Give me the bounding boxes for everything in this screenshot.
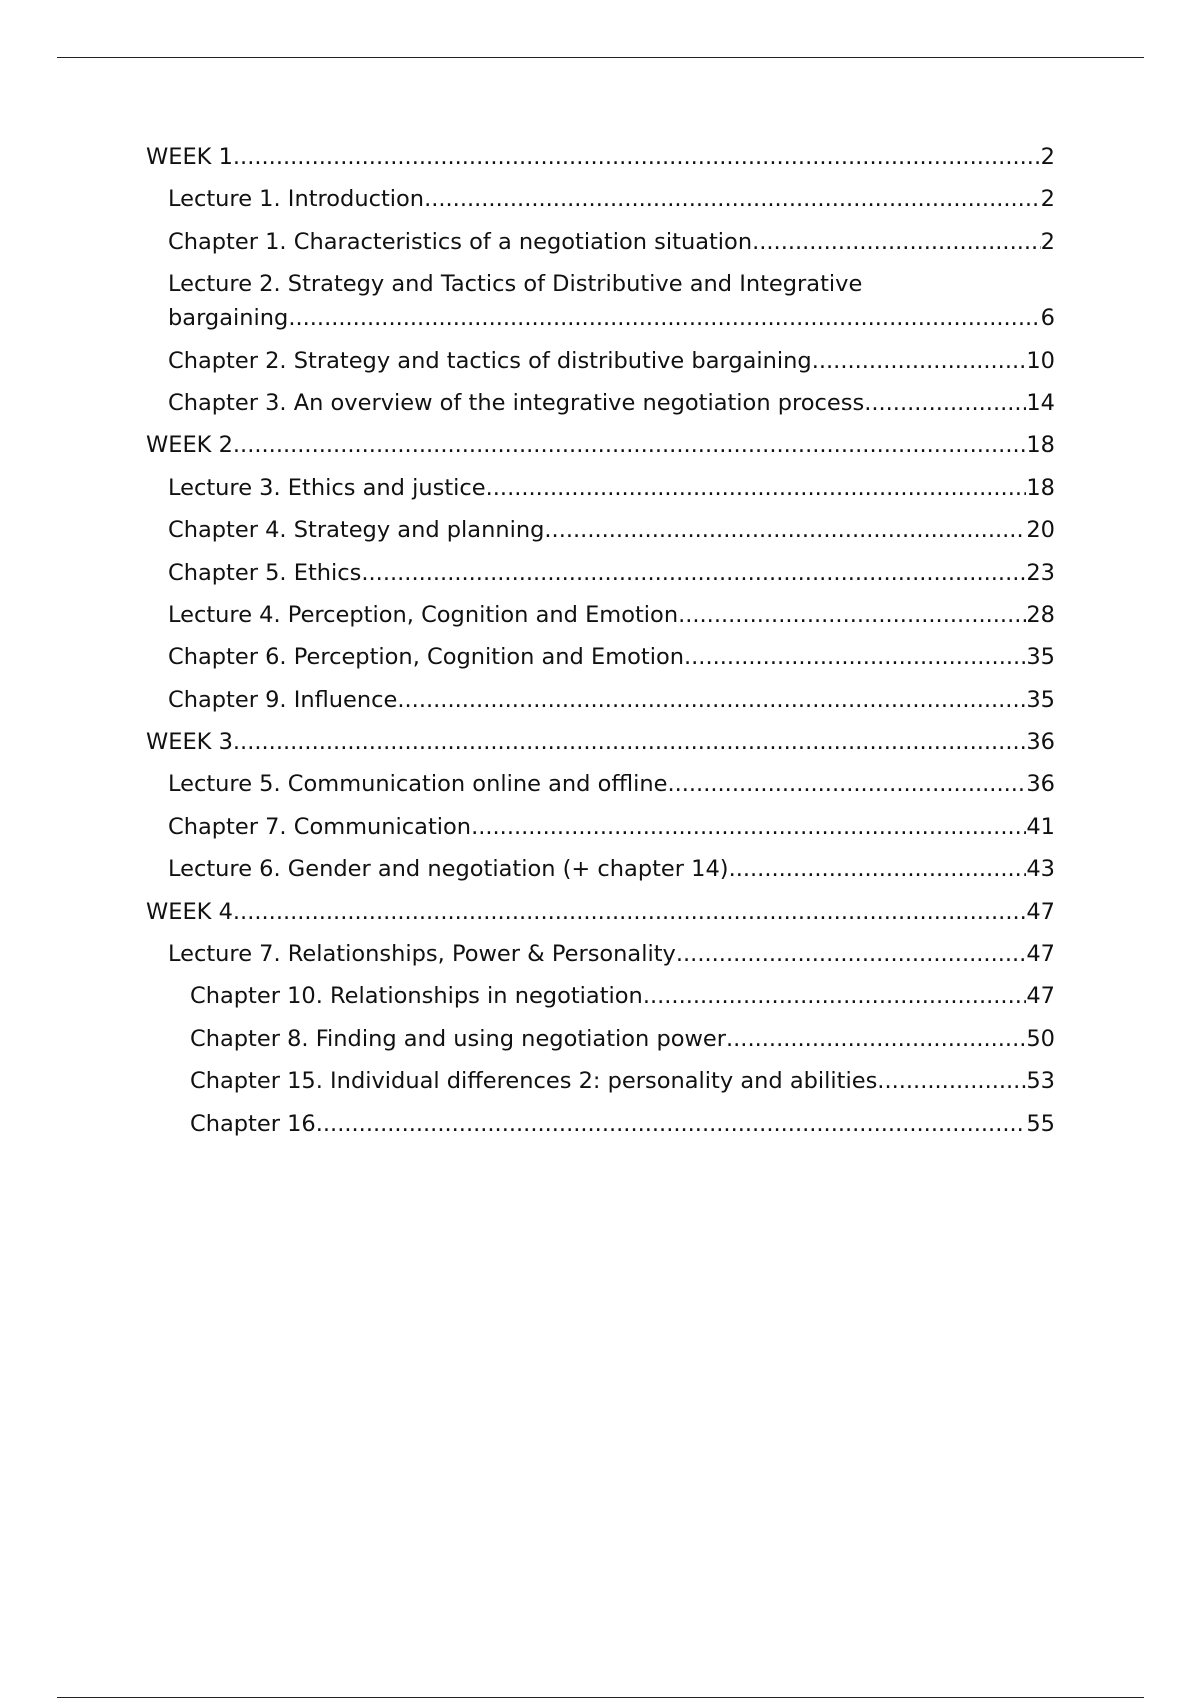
toc-entry-label: Chapter 6. Perception, Cognition and Emotion xyxy=(168,644,684,671)
dot-leader xyxy=(471,813,1026,841)
toc-entry-chapter-4[interactable] xyxy=(146,516,1055,544)
toc-entry-chapter-3[interactable] xyxy=(146,389,1055,417)
toc-entry-lecture-6[interactable] xyxy=(146,855,1055,883)
toc-entry-label: Chapter 15. Individual differences 2: personality and abilities xyxy=(190,1068,878,1095)
toc-entry-page: 10 xyxy=(1026,347,1055,374)
toc-entry-label: Chapter 1. Characteristics of a negotiation situation xyxy=(168,228,753,255)
toc-entry-page: 36 xyxy=(1026,729,1055,756)
toc-entry-label: WEEK 3 xyxy=(146,729,233,756)
toc-entry-page: 36 xyxy=(1026,771,1055,798)
toc-entry-page: 47 xyxy=(1026,898,1055,925)
dot-leader xyxy=(544,516,1026,544)
toc-entry-page: 47 xyxy=(1026,941,1055,968)
toc-entry-page: 20 xyxy=(1026,517,1055,544)
toc-entry-chapter-10[interactable] xyxy=(146,982,1055,1010)
toc-entry-week-4[interactable] xyxy=(146,898,1055,926)
toc-entry-label: Chapter 3. An overview of the integrative negotiation process xyxy=(168,389,865,416)
toc-entry-label: Chapter 7. Communication xyxy=(168,813,472,840)
toc-entry-week-1[interactable] xyxy=(146,143,1055,171)
toc-entry-page: 23 xyxy=(1026,559,1055,586)
dot-leader xyxy=(667,770,1026,798)
dot-leader xyxy=(678,601,1026,629)
table-of-contents xyxy=(146,143,1055,1152)
toc-entry-chapter-6[interactable] xyxy=(146,643,1055,671)
toc-entry-page: 47 xyxy=(1026,983,1055,1010)
toc-entry-label: WEEK 1 xyxy=(146,144,233,170)
toc-entry-label-line-2: bargaining xyxy=(168,305,289,332)
toc-entry-page: 43 xyxy=(1026,856,1055,883)
dot-leader xyxy=(643,982,1027,1010)
toc-entry-lecture-4[interactable] xyxy=(146,601,1055,629)
dot-leader xyxy=(424,185,1041,213)
toc-entry-label: Lecture 4. Perception, Cognition and Emotion xyxy=(168,601,679,628)
toc-entry-page: 41 xyxy=(1026,813,1055,840)
dot-leader xyxy=(684,643,1026,671)
toc-entry-page: 2 xyxy=(1040,228,1055,255)
toc-entry-label: Lecture 7. Relationships, Power & Personality xyxy=(168,941,676,968)
toc-entry-label: WEEK 4 xyxy=(146,898,233,925)
dot-leader xyxy=(316,1110,1027,1138)
toc-entry-page: 35 xyxy=(1026,644,1055,671)
toc-entry-page: 2 xyxy=(1040,186,1055,213)
toc-entry-page: 2 xyxy=(1040,144,1055,170)
toc-entry-lecture-2[interactable] xyxy=(146,270,1055,332)
dot-leader xyxy=(812,347,1027,375)
toc-entry-chapter-8[interactable] xyxy=(146,1025,1055,1053)
toc-entry-label: Chapter 10. Relationships in negotiation xyxy=(190,983,643,1010)
toc-entry-page: 18 xyxy=(1026,474,1055,501)
dot-leader xyxy=(729,855,1027,883)
toc-entry-page: 18 xyxy=(1026,432,1055,459)
toc-entry-page: 14 xyxy=(1026,389,1055,416)
toc-entry-lecture-3[interactable] xyxy=(146,474,1055,502)
dot-leader xyxy=(288,304,1040,332)
dot-leader xyxy=(752,228,1041,256)
toc-entry-chapter-5[interactable] xyxy=(146,559,1055,587)
toc-entry-label: Chapter 5. Ethics xyxy=(168,559,362,586)
toc-entry-page: 55 xyxy=(1026,1110,1055,1137)
dot-leader xyxy=(233,143,1041,171)
toc-entry-label: Chapter 9. Influence xyxy=(168,686,398,713)
toc-entry-label: Chapter 16 xyxy=(190,1110,316,1137)
toc-entry-lecture-1[interactable] xyxy=(146,185,1055,213)
toc-entry-week-3[interactable] xyxy=(146,728,1055,756)
dot-leader xyxy=(361,559,1026,587)
footer-rule xyxy=(57,1697,1144,1698)
dot-leader xyxy=(726,1025,1026,1053)
toc-entry-line-2 xyxy=(168,304,1055,332)
toc-entry-page: 28 xyxy=(1026,601,1055,628)
dot-leader xyxy=(233,431,1026,459)
toc-entry-chapter-7[interactable] xyxy=(146,813,1055,841)
dot-leader xyxy=(877,1067,1026,1095)
toc-entry-label: Chapter 8. Finding and using negotiation power xyxy=(190,1025,726,1052)
toc-entry-label: Lecture 3. Ethics and justice xyxy=(168,474,486,501)
toc-entry-page: 53 xyxy=(1026,1068,1055,1095)
toc-entry-page: 50 xyxy=(1026,1025,1055,1052)
toc-entry-label-line-1: Lecture 2. Strategy and Tactics of Distributive and Integrative xyxy=(168,271,863,298)
toc-entry-lecture-7[interactable] xyxy=(146,940,1055,968)
toc-entry-page: 6 xyxy=(1040,305,1055,332)
dot-leader xyxy=(397,686,1026,714)
toc-entry-chapter-2[interactable] xyxy=(146,347,1055,375)
toc-entry-label: Lecture 6. Gender and negotiation (+ chapter 14) xyxy=(168,856,729,883)
dot-leader xyxy=(676,940,1026,968)
toc-entry-chapter-16[interactable] xyxy=(146,1110,1055,1138)
dot-leader xyxy=(486,474,1027,502)
dot-leader xyxy=(864,389,1026,417)
toc-entry-label: WEEK 2 xyxy=(146,432,233,459)
toc-entry-page: 35 xyxy=(1026,686,1055,713)
toc-entry-label: Lecture 1. Introduction xyxy=(168,186,425,213)
toc-entry-chapter-1[interactable] xyxy=(146,228,1055,256)
dot-leader xyxy=(233,728,1026,756)
header-rule xyxy=(57,57,1144,58)
toc-entry-label: Lecture 5. Communication online and offline xyxy=(168,771,668,798)
toc-entry-label: Chapter 4. Strategy and planning xyxy=(168,517,545,544)
toc-entry-chapter-15[interactable] xyxy=(146,1067,1055,1095)
dot-leader xyxy=(233,898,1026,926)
toc-entry-chapter-9[interactable] xyxy=(146,686,1055,714)
toc-entry-lecture-5[interactable] xyxy=(146,770,1055,798)
toc-entry-week-2[interactable] xyxy=(146,431,1055,459)
toc-entry-label: Chapter 2. Strategy and tactics of distributive bargaining xyxy=(168,347,812,374)
